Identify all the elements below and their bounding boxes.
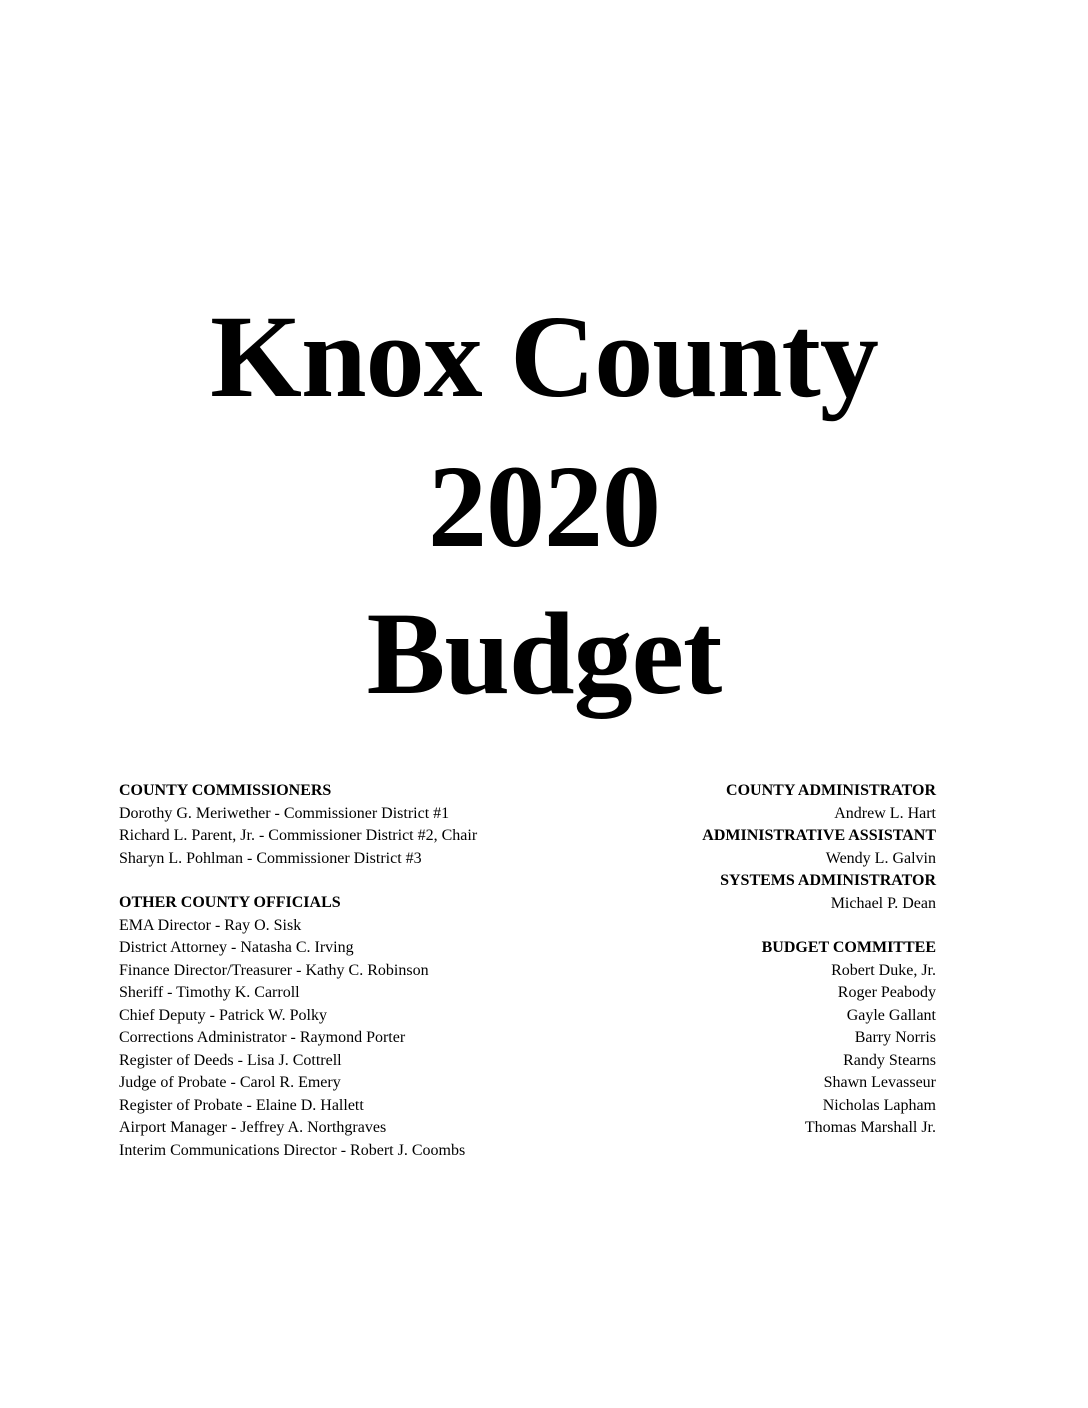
section-spacer (516, 915, 936, 937)
budget-committee-member: Gayle Gallant (846, 1006, 936, 1024)
budget-committee-member: Nicholas Lapham (822, 1096, 936, 1114)
official-item: EMA Director - Ray O. Sisk (119, 916, 302, 934)
commissioner-item: Sharyn L. Pohlman - Commissioner District #3 (119, 849, 422, 867)
title-budget: Budget (366, 588, 722, 719)
official-item: Sheriff - Timothy K. Carroll (119, 984, 300, 1001)
systems-administrator-name: Michael P. Dean (830, 894, 936, 912)
official-item: Interim Communications Director - Robert J. Coombs (119, 1141, 466, 1159)
systems-administrator-heading: SYSTEMS ADMINISTRATOR (720, 872, 936, 889)
budget-committee-member: Randy Stearns (843, 1051, 936, 1069)
official-item: Finance Director/Treasurer - Kathy C. Robinson (119, 961, 429, 979)
official-item: Chief Deputy - Patrick W. Polky (119, 1006, 327, 1024)
budget-committee-member: Thomas Marshall Jr. (804, 1119, 936, 1136)
commissioner-item: Dorothy G. Meriwether - Commissioner District #1 (119, 804, 450, 822)
budget-committee-member: Shawn Levasseur (823, 1074, 936, 1091)
official-item: Register of Deeds - Lisa J. Cottrell (119, 1051, 342, 1069)
administrative-assistant-name: Wendy L. Galvin (825, 849, 936, 867)
commissioners-heading: COUNTY COMMISSIONERS (119, 782, 332, 799)
title-county-name: Knox County (210, 291, 878, 422)
budget-committee-member: Robert Duke, Jr. (831, 961, 936, 979)
official-item: District Attorney - Natasha C. Irving (119, 939, 354, 956)
budget-committee-member: Barry Norris (854, 1029, 936, 1046)
budget-committee-member: Roger Peabody (837, 984, 936, 1001)
right-column (516, 780, 936, 1140)
official-item: Register of Probate - Elaine D. Hallett (119, 1096, 364, 1114)
official-item: Judge of Probate - Carol R. Emery (119, 1074, 341, 1091)
official-item: Corrections Administrator - Raymond Porter (119, 1029, 406, 1046)
county-administrator-heading: COUNTY ADMINISTRATOR (726, 782, 936, 799)
officials-heading: OTHER COUNTY OFFICIALS (119, 894, 341, 911)
budget-committee-heading: BUDGET COMMITTEE (761, 939, 936, 956)
official-item: Airport Manager - Jeffrey A. Northgraves (119, 1119, 387, 1136)
county-administrator-name: Andrew L. Hart (834, 804, 936, 822)
title-year: 2020 (428, 441, 660, 572)
commissioner-item: Richard L. Parent, Jr. - Commissioner District #2, Chair (119, 827, 478, 844)
administrative-assistant-heading: ADMINISTRATIVE ASSISTANT (702, 827, 936, 844)
